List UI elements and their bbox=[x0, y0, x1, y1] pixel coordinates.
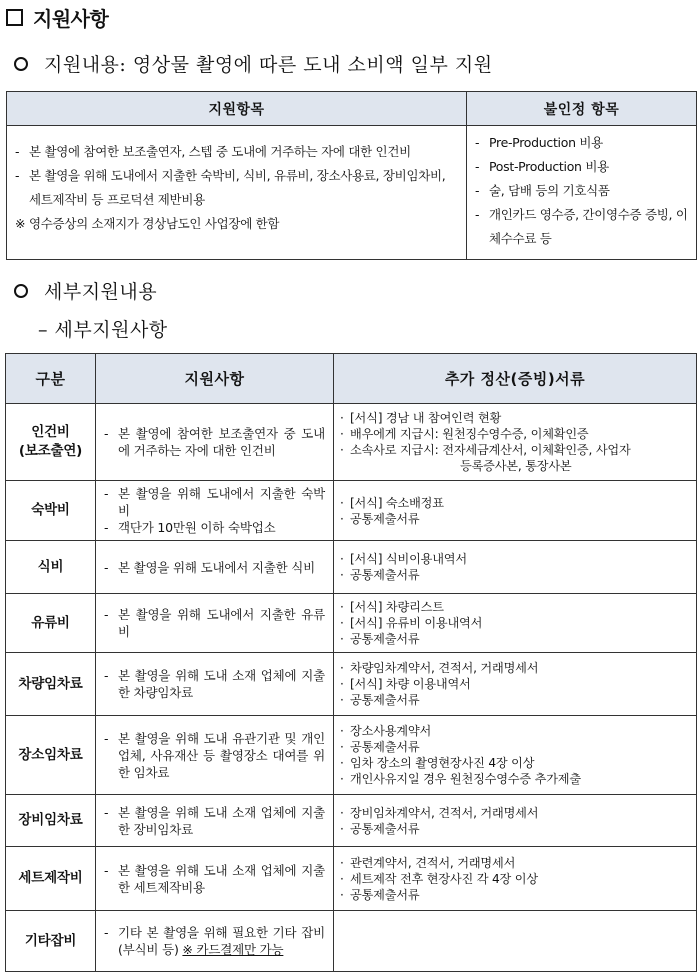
bullet-mark: · bbox=[340, 677, 344, 691]
doc-item bbox=[340, 871, 690, 887]
circle-bullet-icon bbox=[14, 284, 28, 298]
bullet-mark: · bbox=[340, 805, 344, 820]
detail-support-table bbox=[5, 353, 697, 972]
category-label: 장비임차료 bbox=[18, 812, 83, 828]
doc-item bbox=[340, 821, 690, 837]
category-cell bbox=[6, 404, 96, 481]
sub-subsection-title: – 세부지원사항 bbox=[38, 319, 168, 341]
item-text: 개인사유지일 경우 원천징수영수증 추가제출 bbox=[350, 772, 581, 786]
support-item bbox=[104, 485, 325, 519]
bullet-mark: - bbox=[104, 668, 109, 683]
item-text: 공통제출서류 bbox=[350, 821, 420, 836]
circle-bullet-icon bbox=[14, 57, 28, 71]
doc-item bbox=[340, 511, 690, 527]
support-item bbox=[104, 667, 325, 701]
docs-cell bbox=[334, 847, 697, 911]
item-text: 공통제출서류 bbox=[350, 887, 420, 902]
support-cell bbox=[96, 653, 334, 716]
support-item bbox=[104, 730, 325, 781]
table-row bbox=[6, 481, 697, 541]
table-row bbox=[6, 594, 697, 653]
item-text: 장비임차계약서, 견적서, 거래명세서 bbox=[350, 805, 539, 820]
bullet-mark: - bbox=[475, 159, 480, 174]
bullet-mark: - bbox=[104, 486, 109, 501]
item-text: 차량임차계약서, 견적서, 거래명세서 bbox=[350, 661, 539, 675]
bullet-mark: - bbox=[104, 607, 109, 622]
bullet-mark: - bbox=[15, 168, 20, 183]
table-row bbox=[6, 541, 697, 594]
doc-item bbox=[340, 442, 690, 458]
doc-item bbox=[340, 692, 690, 708]
item-text: [서식] 숙소배정표 bbox=[350, 495, 444, 510]
bullet-mark: · bbox=[340, 855, 344, 870]
support-item bbox=[104, 559, 325, 576]
table-row bbox=[6, 653, 697, 716]
docs-cell bbox=[334, 481, 697, 541]
docs-cell bbox=[334, 541, 697, 594]
doc-item bbox=[340, 599, 690, 615]
item-text: 본 촬영을 위해 도내 소재 업체에 지출한 장비임차료 bbox=[118, 804, 325, 837]
doc-item-continuation: 등록증사본, 통장사본 bbox=[460, 459, 572, 473]
bullet-mark: · bbox=[340, 427, 344, 441]
item-text: [서식] 차량리스트 bbox=[350, 600, 444, 614]
support-item bbox=[104, 804, 325, 838]
bullet-mark: - bbox=[104, 862, 109, 878]
item-text: 본 촬영에 참여한 보조출연자, 스텝 중 도내에 거주하는 자에 대한 인건비 bbox=[29, 144, 411, 159]
item-text: 기타 본 촬영을 위해 필요한 기타 잡비(부식비 등) ※ 카드결제만 가능 bbox=[118, 925, 325, 957]
bullet-mark: - bbox=[104, 730, 109, 746]
category-label: 유류비 bbox=[31, 614, 70, 631]
item-text: 소속사로 지급시: 전자세금계산서, 이체확인증, 사업자 bbox=[350, 443, 631, 457]
category-cell bbox=[6, 594, 96, 653]
support-cell bbox=[96, 404, 334, 481]
bullet-mark: · bbox=[340, 511, 344, 526]
item-text: 공통제출서류 bbox=[350, 740, 420, 754]
item-text: 세트제작 전후 현장사진 각 4장 이상 bbox=[350, 871, 538, 886]
item-text: 본 촬영을 위해 도내에서 지출한 숙박비, 식비, 유류비, 장소사용료, 장비임차비, 세트제작비 등 프로덕션 제반비용 bbox=[29, 168, 446, 207]
bullet-mark: · bbox=[340, 887, 344, 902]
bullet-mark: - bbox=[104, 925, 109, 940]
support-cell bbox=[96, 795, 334, 847]
header-unrecognized: 불인정 항목 bbox=[467, 92, 697, 126]
item-text: 술, 담배 등의 기호식품 bbox=[489, 183, 610, 198]
category-label: 인건비 bbox=[31, 424, 70, 440]
item-text: 본 촬영을 위해 도내에서 지출한 유류비 bbox=[118, 607, 325, 639]
category-label: 장소임차료 bbox=[18, 746, 83, 763]
unrecognized-item bbox=[475, 203, 690, 251]
docs-cell bbox=[334, 404, 697, 481]
item-text: Post-Production 비용 bbox=[489, 159, 609, 174]
table-row bbox=[6, 911, 697, 972]
doc-item bbox=[340, 495, 690, 511]
doc-item bbox=[340, 631, 690, 647]
item-text: 배우에게 지급시: 원천징수영수증, 이체확인증 bbox=[350, 427, 589, 441]
support-cell bbox=[96, 716, 334, 795]
subsection-title: 세부지원내용 bbox=[44, 281, 158, 303]
doc-item bbox=[340, 551, 690, 567]
item-text: 공통제출서류 bbox=[350, 511, 420, 526]
support-cell bbox=[96, 911, 334, 972]
doc-item bbox=[340, 887, 690, 903]
docs-cell bbox=[334, 594, 697, 653]
item-text: 객단가 10만원 이하 숙박업소 bbox=[118, 520, 276, 535]
support-item bbox=[104, 862, 325, 896]
category-cell bbox=[6, 481, 96, 541]
item-text: 장소사용계약서 bbox=[350, 724, 432, 738]
item-text: 공통제출서류 bbox=[350, 693, 420, 707]
supported-items-cell bbox=[7, 126, 467, 260]
item-text: Pre-Production 비용 bbox=[489, 135, 603, 150]
item-text: [서식] 차량 이용내역서 bbox=[350, 677, 471, 691]
docs-cell bbox=[334, 716, 697, 795]
category-cell bbox=[6, 795, 96, 847]
category-cell bbox=[6, 716, 96, 795]
item-text: [서식] 식비이용내역서 bbox=[350, 552, 467, 566]
doc-item bbox=[340, 771, 690, 787]
supported-item bbox=[15, 140, 460, 164]
unrecognized-item bbox=[475, 179, 690, 203]
support-item bbox=[104, 606, 325, 640]
item-text: 본 촬영에 참여한 보조출연자 중 도내에 거주하는 자에 대한 인건비 bbox=[118, 426, 325, 458]
bullet-mark: · bbox=[340, 756, 344, 770]
item-text: 관련계약서, 견적서, 거래명세서 bbox=[350, 855, 516, 870]
bullet-mark: · bbox=[340, 632, 344, 646]
category-label: 식비 bbox=[37, 558, 64, 575]
doc-item bbox=[340, 660, 690, 676]
bullet-mark: · bbox=[340, 871, 344, 886]
support-item bbox=[104, 924, 325, 958]
table-row bbox=[6, 404, 697, 481]
item-text: 공통제출서류 bbox=[350, 632, 420, 646]
bullet-mark: - bbox=[475, 135, 480, 150]
unrecognized-item bbox=[475, 131, 690, 155]
bullet-mark: · bbox=[340, 552, 344, 566]
bullet-mark: · bbox=[340, 568, 344, 582]
supported-item bbox=[15, 164, 460, 212]
bullet-mark: · bbox=[340, 724, 344, 738]
item-text: 임차 장소의 촬영현장사진 4장 이상 bbox=[350, 756, 535, 770]
header-category: 구분 bbox=[6, 354, 96, 404]
doc-item bbox=[340, 676, 690, 692]
bullet-mark: - bbox=[15, 144, 20, 159]
item-text: 본 촬영을 위해 도내에서 지출한 숙박비 bbox=[118, 486, 325, 518]
category-label: 세트제작비 bbox=[18, 870, 83, 886]
support-cell bbox=[96, 481, 334, 541]
item-text: 공통제출서류 bbox=[350, 568, 420, 582]
doc-item bbox=[340, 615, 690, 631]
doc-item bbox=[340, 739, 690, 755]
category-cell bbox=[6, 653, 96, 716]
support-cell bbox=[96, 541, 334, 594]
doc-item bbox=[340, 723, 690, 739]
unrecognized-item bbox=[475, 155, 690, 179]
item-text: 영수증상의 소재지가 경상남도인 사업장에 한함 bbox=[29, 216, 280, 231]
table-row bbox=[6, 795, 697, 847]
category-label: (보조출연) bbox=[18, 443, 83, 459]
subsection-support-content bbox=[14, 50, 493, 77]
section-heading bbox=[4, 2, 108, 32]
item-text: 본 촬영을 위해 도내에서 지출한 식비 bbox=[118, 559, 315, 575]
unrecognized-items-cell bbox=[467, 126, 697, 260]
supported-item bbox=[15, 212, 460, 236]
docs-cell bbox=[334, 653, 697, 716]
item-text: 본 촬영을 위해 도내 소재 업체에 지출한 차량임차료 bbox=[118, 668, 325, 700]
bullet-mark: · bbox=[340, 772, 344, 786]
table-row bbox=[6, 847, 697, 911]
underlined-note: ※ 카드결제만 가능 bbox=[182, 942, 284, 957]
support-item bbox=[104, 425, 325, 459]
item-text: 본 촬영을 위해 도내 소재 업체에 지출한 세트제작비용 bbox=[118, 862, 325, 895]
category-cell bbox=[6, 911, 96, 972]
category-label: 차량임차료 bbox=[18, 675, 83, 692]
doc-item bbox=[340, 567, 690, 583]
bullet-mark: ※ bbox=[15, 216, 26, 231]
bullet-mark: · bbox=[340, 661, 344, 675]
item-text: 개인카드 영수증, 간이영수증 증빙, 이체수수료 등 bbox=[489, 207, 688, 246]
item-text: 본 촬영을 위해 도내 유관기관 및 개인업체, 사유재산 등 촬영장소 대여를 위한 임차료 bbox=[118, 730, 325, 780]
bullet-mark: · bbox=[340, 740, 344, 754]
doc-item bbox=[340, 410, 690, 426]
doc-item bbox=[340, 755, 690, 771]
bullet-mark: · bbox=[340, 616, 344, 630]
header-supported: 지원항목 bbox=[7, 92, 467, 126]
doc-item bbox=[340, 855, 690, 871]
table-row bbox=[6, 716, 697, 795]
square-bullet-icon bbox=[6, 9, 23, 26]
header-support: 지원사항 bbox=[96, 354, 334, 404]
bullet-mark: · bbox=[340, 693, 344, 707]
item-text: [서식] 경남 내 참여인력 현황 bbox=[350, 411, 502, 425]
bullet-mark: · bbox=[340, 821, 344, 836]
bullet-mark: - bbox=[475, 207, 480, 222]
category-cell bbox=[6, 847, 96, 911]
bullet-mark: · bbox=[340, 600, 344, 614]
bullet-mark: · bbox=[340, 411, 344, 425]
subsection-detail bbox=[14, 277, 157, 304]
bullet-mark: - bbox=[475, 183, 480, 198]
bullet-mark: - bbox=[104, 804, 109, 820]
docs-cell bbox=[334, 795, 697, 847]
doc-item bbox=[340, 426, 690, 442]
item-text: [서식] 유류비 이용내역서 bbox=[350, 616, 483, 630]
category-label: 기타잡비 bbox=[24, 932, 77, 949]
category-cell bbox=[6, 541, 96, 594]
bullet-mark: · bbox=[340, 443, 344, 457]
bullet-mark: - bbox=[104, 520, 109, 535]
docs-cell bbox=[334, 911, 697, 972]
support-item bbox=[104, 519, 325, 536]
support-cell bbox=[96, 847, 334, 911]
doc-item bbox=[340, 805, 690, 821]
heading-title: 지원사항 bbox=[33, 6, 109, 31]
support-cell bbox=[96, 594, 334, 653]
bullet-mark: - bbox=[104, 559, 109, 575]
category-label: 숙박비 bbox=[31, 502, 70, 518]
support-items-table bbox=[6, 91, 697, 260]
header-docs: 추가 정산(증빙)서류 bbox=[334, 354, 697, 404]
bullet-mark: · bbox=[340, 495, 344, 510]
subsection-title: 지원내용: 영상물 촬영에 따른 도내 소비액 일부 지원 bbox=[44, 54, 493, 76]
bullet-mark: - bbox=[104, 426, 109, 441]
